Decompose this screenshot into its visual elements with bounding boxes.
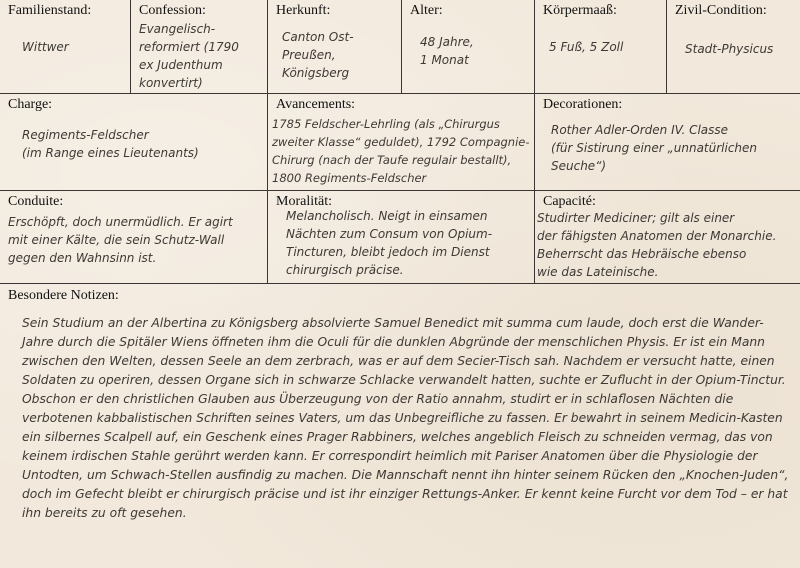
- moralitaet-label: Moralität:: [276, 194, 332, 209]
- alter-value: 48 Jahre, 1 Monat: [420, 35, 474, 67]
- conduite-value: Erschöpft, doch unermüdlich. Er agirt mit einer Kälte, die sein Schutz-Wall gegen den Wahnsinn ist.: [8, 215, 233, 265]
- conduite-label: Conduite:: [8, 194, 64, 209]
- confession-cell: [131, 0, 268, 93]
- koerpermaass-label: Körpermaaß:: [543, 3, 617, 18]
- besondere-notizen-text: Sein Studium an der Albertina zu Königsberg absolvierte Samuel Benedict mit summa cum laude, doch erst die Wander-Jahre durch die Spitäler Wiens öffneten ihm die Oculi für die dunklen Abgründe der menschlichen Physis. Er ist ein Mann zwischen den Welten, dessen Seele an dem zerbrach, was er auf dem Secier-Tisch sah. Nachdem er versucht hatte, einen Soldaten zu operiren, dessen Organe sich in schwarze Schlacke verwandelt hatten, suchte er Zuflucht in der Opium-Tinctur. Obschon er den christlichen Glauben aus Überzeugung von der Ratio annahm, studirt er in schlaflosen Nächten die verbotenen kabbalistischen Schriften seines Vaters, um das Unbegreifliche zu fassen. Er bewahrt in seinem Medicin-Kasten ein silbernes Scalpell auf, ein Geschenk eines Prager Rabbiners, welches angeblich Fleisch zu schneiden vermag, das von keinem irdischen Stahle gerührt werden kann. Er correspondirt heimlich mit Pariser Anatomen über die Physiologie der Untodten, um Schwach-Stellen ausfindig zu machen. Die Mannschaft nennt ihn hinter seinem Rücken den „Knochen-Juden“, doch im Gefecht bleibt er chirurgisch präcise und ist ihr einziger Rettungs-Anker. Er kennt keine Furcht vor dem Tod – er hat ihn bereits zu oft gesehen.: [22, 316, 789, 520]
- capacite-value: Studirter Mediciner; gilt als einer der fähigsten Anatomen der Monarchie. Beherrscht das Hebräische ebenso wie das Lateinische.: [537, 211, 777, 279]
- alter-label: Alter:: [410, 3, 443, 18]
- koerpermaass-cell: [535, 0, 667, 93]
- charge-cell: [0, 94, 268, 190]
- alter-cell: [402, 0, 535, 93]
- decorationen-cell: [535, 94, 800, 190]
- moralitaet-value: Melancholisch. Neigt in einsamen Nächten zum Consum von Opium- Tincturen, bleibt jedoch im Dienst chirurgisch präcise.: [286, 209, 493, 277]
- familienstand-label: Familienstand:: [8, 3, 92, 18]
- conduite-cell: [0, 191, 268, 283]
- zivil-condition-label: Zivil-Condition:: [675, 3, 767, 18]
- record-row-2: [0, 94, 800, 191]
- record-row-1: [0, 0, 800, 94]
- avancements-value: 1785 Feldscher-Lehrling (als „Chirurgus zweiter Klasse“ geduldet), 1792 Compagnie- Chirurg (nach der Taufe regulair bestallt), 1800 Regiments-Feldscher: [272, 117, 530, 185]
- confession-label: Confession:: [139, 3, 206, 18]
- herkunft-cell: [268, 0, 402, 93]
- herkunft-value: Canton Ost- Preußen, Königsberg: [282, 30, 354, 80]
- charge-label: Charge:: [8, 97, 53, 112]
- besondere-notizen-label: Besondere Notizen:: [8, 288, 119, 303]
- decorationen-label: Decorationen:: [543, 97, 623, 112]
- record-row-3: [0, 191, 800, 284]
- decorationen-value: Rother Adler-Orden IV. Classe (für Sistirung einer „unnatürlichen Seuche“): [551, 123, 758, 173]
- moralitaet-cell: [268, 191, 535, 283]
- familienstand-cell: [0, 0, 131, 93]
- confession-value: Evangelisch- reformiert (1790 ex Judenthum konvertirt): [139, 22, 239, 90]
- capacite-label: Capacité:: [543, 194, 596, 209]
- capacite-cell: [535, 191, 800, 283]
- herkunft-label: Herkunft:: [276, 3, 331, 18]
- zivil-condition-cell: [667, 0, 800, 93]
- koerpermaass-value: 5 Fuß, 5 Zoll: [549, 40, 624, 54]
- avancements-cell: [268, 94, 535, 190]
- familienstand-value: Wittwer: [22, 40, 69, 54]
- avancements-label: Avancements:: [276, 97, 356, 112]
- charge-value: Regiments-Feldscher (im Range eines Lieutenants): [22, 128, 199, 160]
- zivil-condition-value: Stadt-Physicus: [685, 42, 774, 56]
- besondere-notizen-section: [0, 284, 800, 568]
